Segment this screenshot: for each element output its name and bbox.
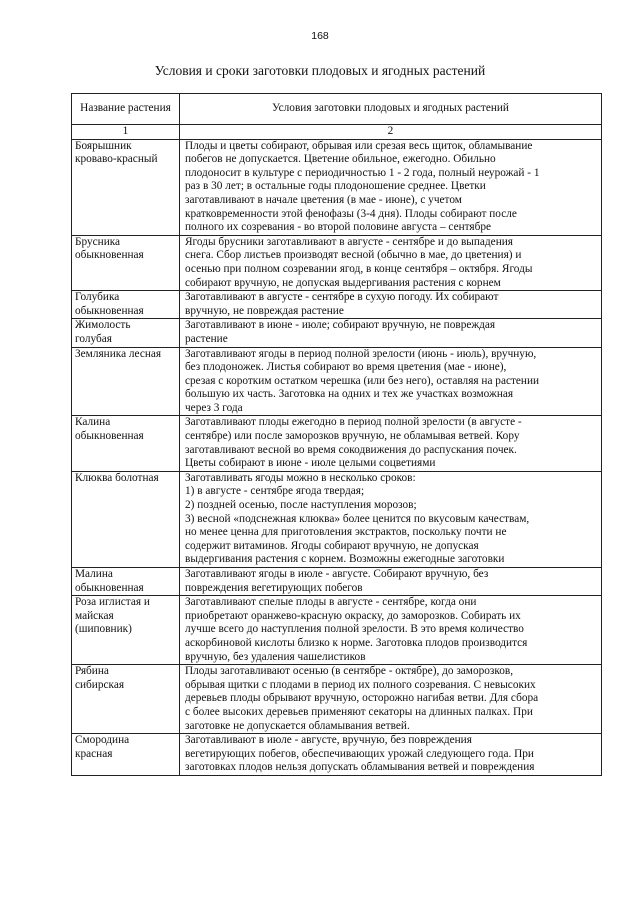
table-row xyxy=(72,596,602,665)
conditions-line: Заготавливают спелые плоды в августе - сентябре, когда они xyxy=(185,596,477,609)
conditions-cell xyxy=(180,471,602,567)
table-row xyxy=(72,734,602,776)
plant-name-cell xyxy=(72,471,180,567)
plant-name-line: кроваво-красный xyxy=(75,153,158,166)
conditions-line: Заготавливать ягоды можно в несколько сроков: xyxy=(185,471,416,484)
conditions-cell xyxy=(180,235,602,290)
conditions-line: раз в 30 лет; в остальные годы плодоношение среднее. Цветки xyxy=(185,180,486,193)
conditions-cell xyxy=(180,568,602,596)
conditions-line: Заготавливают ягоды в июле - августе. Собирают вручную, без xyxy=(185,568,489,580)
conditions-line: через 3 года xyxy=(185,401,243,414)
conditions-cell xyxy=(180,734,602,776)
conditions-line: большую их часть. Заготовка на одних и тех же участках возможная xyxy=(185,388,514,401)
plant-name-line: майская xyxy=(75,609,114,622)
plant-name-line: Жимолость xyxy=(75,319,131,332)
conditions-line: Заготавливают ягоды в период полной зрелости (июнь - июль), вручную, xyxy=(185,347,537,360)
conditions-line: заготовках плодов нельзя допускать обламывания ветвей и повреждения xyxy=(185,761,535,774)
conditions-line: Плоды заготавливают осенью (в сентябре - октябре), до заморозков, xyxy=(185,665,514,678)
plant-name-line: сибирская xyxy=(75,678,125,691)
conditions-line: приобретают оранжево-красную окраску, до заморозков. Собирать их xyxy=(185,609,521,622)
table-row xyxy=(72,471,602,567)
conditions-line: вегетирующих побегов, обеспечивающих урожай следующего года. При xyxy=(185,747,534,760)
conditions-line: снега. Сбор листьев производят весной (обычно в мае, до цветения) и xyxy=(185,249,522,262)
conditions-cell xyxy=(180,319,602,347)
conditions-line: растение xyxy=(185,332,228,345)
plant-name-line: (шиповник) xyxy=(75,623,132,636)
table-row xyxy=(72,291,602,319)
plant-name-line: голубая xyxy=(75,332,112,345)
conditions-line: заготавливают весной во время сокодвижения до распускания почек. xyxy=(185,443,517,456)
conditions-cell xyxy=(180,665,602,734)
conditions-line: срезая с коротким остатком черешка (или без него), оставляя на растении xyxy=(185,374,540,387)
table-row xyxy=(72,319,602,347)
plant-name-line: обыкновенная xyxy=(75,249,144,262)
plant-name-cell xyxy=(72,347,180,416)
conditions-line: собирают вручную, не допуская выдергивания растения с корнем xyxy=(185,276,501,289)
conditions-cell xyxy=(180,347,602,416)
plant-name-cell xyxy=(72,235,180,290)
conditions-line: вручную, без удаления чашелистиков xyxy=(185,650,366,663)
conditions-line: вручную, не повреждая растение xyxy=(185,304,344,317)
conditions-line: 1) в августе - сентябре ягода твердая; xyxy=(185,485,365,498)
plant-name-line: Смородина xyxy=(75,734,130,747)
conditions-line: деревьев плоды обрывают вручную, осторожно нагибая ветви. Для сбора xyxy=(185,692,539,705)
conditions-line: Ягоды брусники заготавливают в августе - сентябре и до выпадения xyxy=(185,235,513,248)
plant-name-line: Роза иглистая и xyxy=(75,596,150,609)
plant-name-line: Боярышник xyxy=(75,139,132,152)
column-number: 1 xyxy=(72,125,180,140)
plant-name-cell xyxy=(72,416,180,471)
conditions-line: 3) весной «подснежная клюква» более ценится по вкусовым качествам, xyxy=(185,512,530,525)
header-plant-name: Название растения xyxy=(72,94,180,125)
plant-name-line: обыкновенная xyxy=(75,304,144,317)
column-number-row xyxy=(72,125,602,140)
conditions-line: но менее ценна для приготовления экстрактов, поскольку почти не xyxy=(185,526,507,539)
conditions-line: аскорбиновой кислоты близко к норме. Заготовка плодов производится xyxy=(185,636,528,649)
plant-name-cell xyxy=(72,665,180,734)
plant-name-line: обыкновенная xyxy=(75,581,144,594)
conditions-line: полного их созревания - во второй половине августа – сентябре xyxy=(185,221,492,234)
conditions-line: побегов не допускается. Цветение обильное, ежегодно. Обильно xyxy=(185,153,496,166)
plant-name-line: Рябина xyxy=(75,665,109,678)
plant-name-line: Земляника лесная xyxy=(75,347,162,360)
plant-name-cell xyxy=(72,319,180,347)
conditions-line: сентябре) или после заморозков вручную, не обламывая ветвей. Кору xyxy=(185,430,520,443)
table-row xyxy=(72,416,602,471)
conditions-line: повреждения вегетирующих побегов xyxy=(185,581,363,594)
conditions-line: Заготавливают в июне - июле; собирают вручную, не повреждая xyxy=(185,319,496,332)
plant-name-cell xyxy=(72,568,180,596)
conditions-line: Заготавливают плоды ежегодно в период полной зрелости (в августе - xyxy=(185,416,522,429)
conditions-line: заготовке не допускается обламывания ветвей. xyxy=(185,719,410,732)
plant-name-cell xyxy=(72,139,180,235)
conditions-line: кратковременности этой фенофазы (3-4 дня). Плоды собирают после xyxy=(185,207,517,220)
conditions-line: лучше всего до наступления полной зрелости. В это время количество xyxy=(185,623,524,636)
header-conditions: Условия заготовки плодовых и ягодных растений xyxy=(180,94,602,125)
conditions-cell xyxy=(180,416,602,471)
table-row xyxy=(72,347,602,416)
table-row xyxy=(72,568,602,596)
table-row xyxy=(72,139,602,235)
conditions-line: Заготавливают в августе - сентябре в сухую погоду. Их собирают xyxy=(185,291,499,304)
harvest-table xyxy=(71,93,602,776)
conditions-line: осенью при полном созревании ягод, в конце сентября – октября. Ягоды xyxy=(185,262,533,275)
plant-name-line: Калина xyxy=(75,416,111,429)
conditions-line: 2) поздней осенью, после наступления морозов; xyxy=(185,499,417,512)
plant-name-cell xyxy=(72,734,180,776)
conditions-line: выдергивания растения с корнем. Возможны ежегодные заготовки xyxy=(185,553,505,566)
page-title: Условия и сроки заготовки плодовых и ягодных растений xyxy=(154,63,486,78)
conditions-cell xyxy=(180,291,602,319)
column-number: 2 xyxy=(180,125,602,140)
table-body xyxy=(72,139,602,775)
table-row xyxy=(72,235,602,290)
plant-name-line: Клюква болотная xyxy=(75,471,159,484)
table-header-row xyxy=(72,94,602,125)
plant-name-line: Голубика xyxy=(75,291,120,304)
conditions-line: заготавливают в начале цветения (в мае - июне), с учетом xyxy=(185,193,462,206)
plant-name-line: красная xyxy=(75,747,113,760)
plant-name-cell xyxy=(72,596,180,665)
conditions-line: содержит витаминов. Ягоды собирают вручную, не допуская xyxy=(185,539,479,552)
conditions-cell xyxy=(180,596,602,665)
conditions-line: без плодоножек. Листья собирают во время цветения (мае - июне), xyxy=(185,361,507,374)
plant-name-line: обыкновенная xyxy=(75,430,144,443)
plant-name-line: Брусника xyxy=(75,235,121,248)
conditions-line: Заготавливают в июле - августе, вручную, без повреждения xyxy=(185,734,472,747)
conditions-line: Плоды и цветы собирают, обрывая или срезая весь щиток, обламывание xyxy=(185,139,533,152)
conditions-line: обрывая щитки с плодами в период их полного созревания. С невысоких xyxy=(185,678,536,691)
conditions-cell xyxy=(180,139,602,235)
table-row xyxy=(72,665,602,734)
page-number: 168 xyxy=(311,30,329,42)
plant-name-cell xyxy=(72,291,180,319)
plant-name-line: Малина xyxy=(75,568,113,580)
conditions-line: Цветы собирают в июне - июле целыми соцветиями xyxy=(185,457,436,470)
conditions-line: плодоносит в культуре с периодичностью 1 - 2 года, полный неурожай - 1 xyxy=(185,166,540,179)
conditions-line: с более высоких деревьев применяют секаторы на длинных палках. При xyxy=(185,705,533,718)
